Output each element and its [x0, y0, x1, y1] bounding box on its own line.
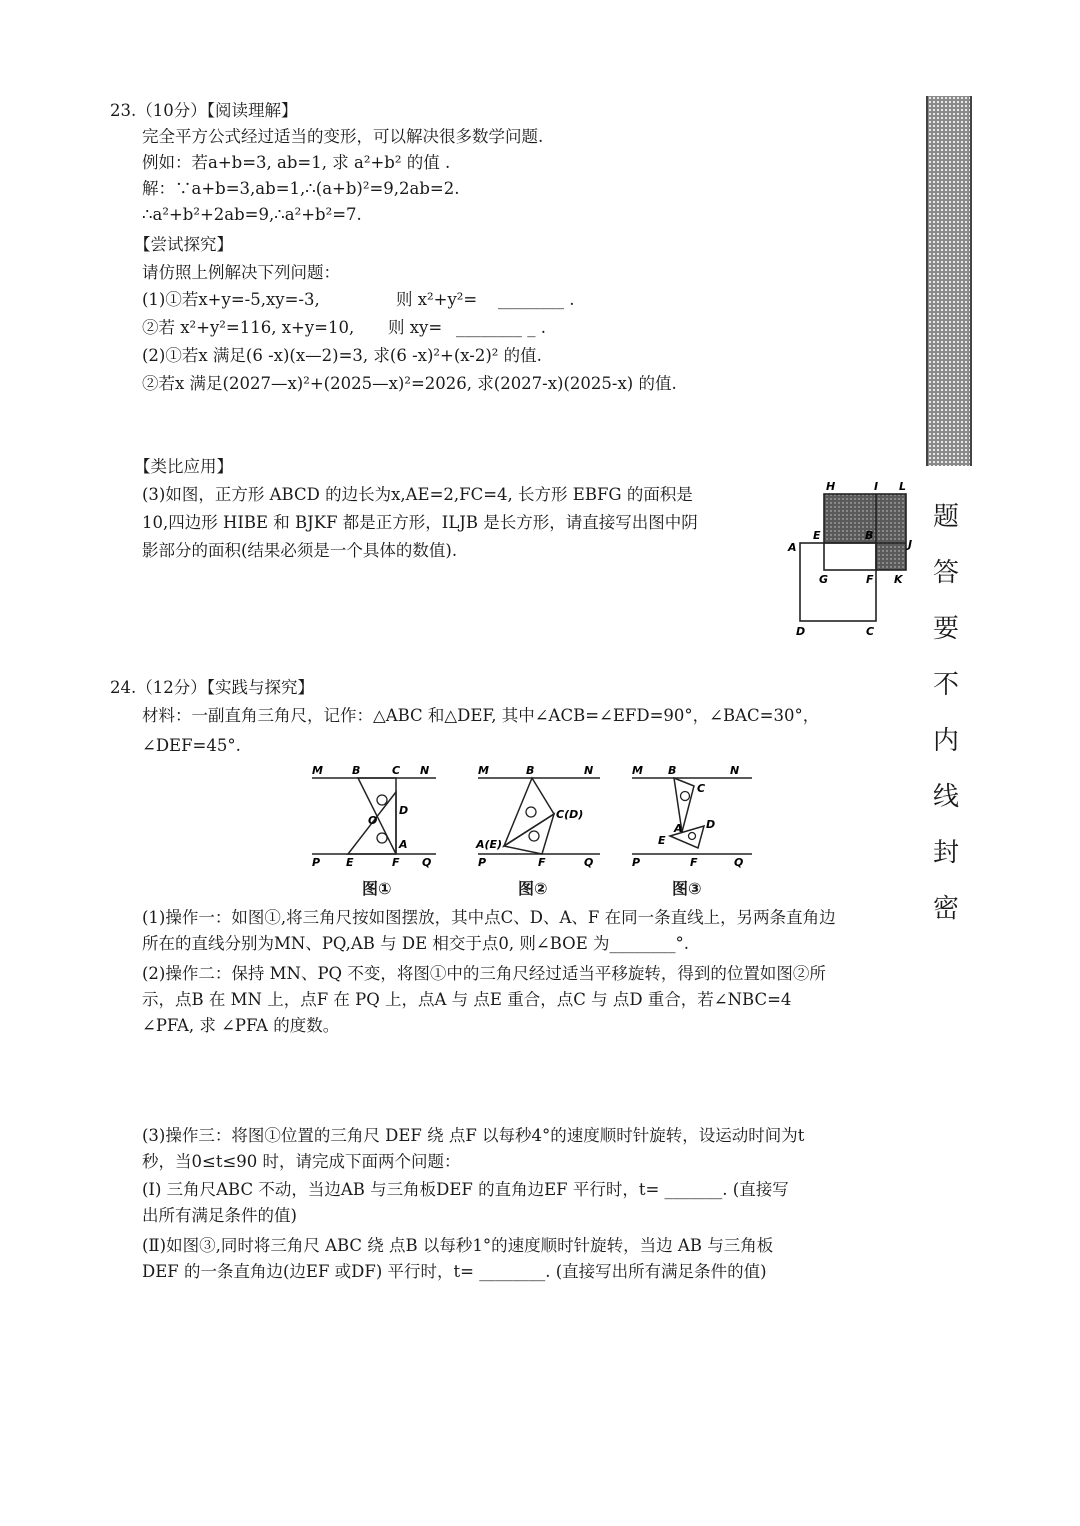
- seal-char: 密: [932, 894, 959, 924]
- fig-label: Q: [584, 856, 594, 869]
- square-abcd: [800, 543, 876, 621]
- seal-char: 线: [932, 782, 959, 812]
- fig-label: B: [668, 764, 677, 777]
- fig-label: F: [392, 856, 400, 869]
- q23-part3-line2: 10,四边形 HIBE 和 BJKF 都是正方形，ILJB 是长方形，请直接写出图中阴: [142, 513, 698, 532]
- q24-op1-line2: 所在的直线分别为MN、PQ,AB 与 DE 相交于点0, 则∠BOE 为________°.: [142, 934, 689, 953]
- fig-label: K: [894, 573, 903, 586]
- q23-part3-line3: 影部分的面积(结果必须是一个具体的数值).: [142, 541, 458, 560]
- figure-1: [308, 762, 440, 874]
- q23-analog-title: 【类比应用】: [134, 457, 233, 476]
- seal-char: 不: [932, 670, 959, 700]
- q24-op3-ii-line1: (Ⅱ)如图③,同时将三角尺 ABC 绕 点B 以每秒1°的速度顺时针旋转，当边 AB 与三角板: [142, 1236, 774, 1255]
- seal-char: 答: [932, 558, 959, 588]
- seal-char: 封: [932, 838, 959, 868]
- q23-intro: 完全平方公式经过适当的变形，可以解决很多数学问题.: [142, 127, 544, 146]
- fig-label: A: [788, 541, 797, 554]
- fig-label: I: [874, 480, 879, 493]
- fig-label: O: [368, 814, 378, 827]
- fig-label: E: [658, 834, 666, 847]
- q23-part3-line1: (3)如图，正方形 ABCD 的边长为x,AE=2,FC=4, 长方形 EBFG 的面积是: [142, 485, 693, 504]
- fig-label: C: [392, 764, 401, 777]
- figure-1-caption: 图①: [362, 879, 392, 898]
- q23-part1a-ask: 则 x²+y²=: [396, 290, 478, 309]
- fig-label: C(D): [556, 808, 584, 821]
- q23-part1b-blank: ________ _ .: [456, 318, 546, 337]
- q23-part1a: (1)①若x+y=-5,xy=-3,: [142, 290, 320, 309]
- fig-label: N: [420, 764, 430, 777]
- q23-solution-2: ∴a²+b²+2ab=9,∴a²+b²=7.: [142, 205, 362, 224]
- fig-label: A: [399, 838, 408, 851]
- q24-op2-line1: (2)操作二：保持 MN、PQ 不变，将图①中的三角尺经过适当平移旋转，得到的位置如图②所: [142, 964, 826, 983]
- q23-try-intro: 请仿照上例解决下列问题：: [142, 263, 340, 282]
- figure-2: [474, 762, 604, 874]
- figure-2-caption: 图②: [518, 879, 548, 898]
- fig-label: F: [690, 856, 698, 869]
- figure-3-caption: 图③: [672, 879, 702, 898]
- fig-label: Q: [422, 856, 432, 869]
- fig-label: C: [697, 782, 706, 795]
- q24-op3-line2: 秒，当0≤t≤90 时，请完成下面两个问题：: [142, 1152, 461, 1171]
- fig-label: G: [819, 573, 829, 586]
- fig-label: E: [346, 856, 354, 869]
- square-figure: [786, 478, 916, 642]
- q24-op1-line1: (1)操作一：如图①,将三角尺按如图摆放，其中点C、D、A、F 在同一条直线上，另两条直角边: [142, 908, 836, 927]
- q24-header: 24.（12分）【实践与探究】: [110, 678, 314, 697]
- fig-label: F: [538, 856, 546, 869]
- seal-char: 要: [932, 614, 959, 644]
- shaded-square-bjkf: [876, 543, 906, 570]
- q23-part2a: (2)①若x 满足(6 -x)(x—2)=3, 求(6 -x)²+(x-2)² 的值.: [142, 346, 542, 365]
- q24-op3-line1: (3)操作三：将图①位置的三角尺 DEF 绕 点F 以每秒4°的速度顺时针旋转，设运动时间为t: [142, 1126, 805, 1145]
- q24-material-line1: 材料：一副直角三角尺，记作：△ABC 和△DEF, 其中∠ACB=∠EFD=90°，∠BAC=30°，: [142, 706, 820, 725]
- fig-label: C: [866, 625, 875, 638]
- fig-label: P: [632, 856, 641, 869]
- fig-label: M: [312, 764, 323, 777]
- shaded-rect-iljb: [876, 494, 906, 543]
- fig-label: J: [908, 538, 913, 551]
- q24-op3-i-line2: 出所有满足条件的值): [142, 1206, 297, 1225]
- fig-label: Q: [734, 856, 744, 869]
- q24-op3-i-line1: (I) 三角尺ABC 不动，当边AB 与三角板DEF 的直角边EF 平行时，t= _______. (直接写: [142, 1180, 789, 1199]
- q24-op2-line3: ∠PFA, 求 ∠PFA 的度数。: [142, 1016, 340, 1035]
- q23-try-title: 【尝试探究】: [134, 235, 233, 254]
- seal-char: 题: [932, 502, 959, 532]
- fig-label: E: [813, 529, 821, 542]
- fig-label: F: [866, 573, 874, 586]
- fig-label: H: [826, 480, 836, 493]
- fig-label: P: [312, 856, 321, 869]
- q23-example: 例如：若a+b=3, ab=1, 求 a²+b² 的值 .: [142, 153, 451, 172]
- figure-3: [628, 762, 756, 874]
- q23-part1a-blank: ________ .: [498, 290, 575, 309]
- fig-label: P: [478, 856, 487, 869]
- fig-label: L: [899, 480, 907, 493]
- fig-label: A(E): [476, 838, 503, 851]
- fig-label: M: [632, 764, 643, 777]
- fig-label: D: [706, 818, 716, 831]
- q24-material-line2: ∠DEF=45°.: [142, 736, 241, 755]
- fig-label: M: [478, 764, 489, 777]
- fig-label: N: [584, 764, 594, 777]
- fig-label: A: [674, 822, 683, 835]
- fig-label: B: [352, 764, 361, 777]
- q23-part2b: ②若x 满足(2027—x)²+(2025—x)²=2026, 求(2027-x)(2025-x) 的值.: [142, 374, 677, 393]
- fig-label: N: [730, 764, 740, 777]
- binding-stripe: [926, 96, 972, 466]
- q23-part1b-ask: 则 xy=: [388, 318, 443, 337]
- fig-label: B: [526, 764, 535, 777]
- q23-solution-1: 解：∵a+b=3,ab=1,∴(a+b)²=9,2ab=2.: [142, 179, 460, 198]
- q24-op2-line2: 示，点B 在 MN 上，点F 在 PQ 上，点A 与 点E 重合，点C 与 点D 重合，若∠NBC=4: [142, 990, 792, 1009]
- q24-op3-ii-line2: DEF 的一条直角边(边EF 或DF) 平行时，t= ________. (直接写出所有满足条件的值): [142, 1262, 767, 1281]
- seal-char: 内: [932, 726, 959, 756]
- q23-header: 23.（10分）【阅读理解】: [110, 101, 298, 120]
- fig-label: B: [865, 529, 874, 542]
- fig-label: D: [796, 625, 806, 638]
- fig-label: D: [399, 804, 409, 817]
- q23-part1b: ②若 x²+y²=116, x+y=10,: [142, 318, 355, 337]
